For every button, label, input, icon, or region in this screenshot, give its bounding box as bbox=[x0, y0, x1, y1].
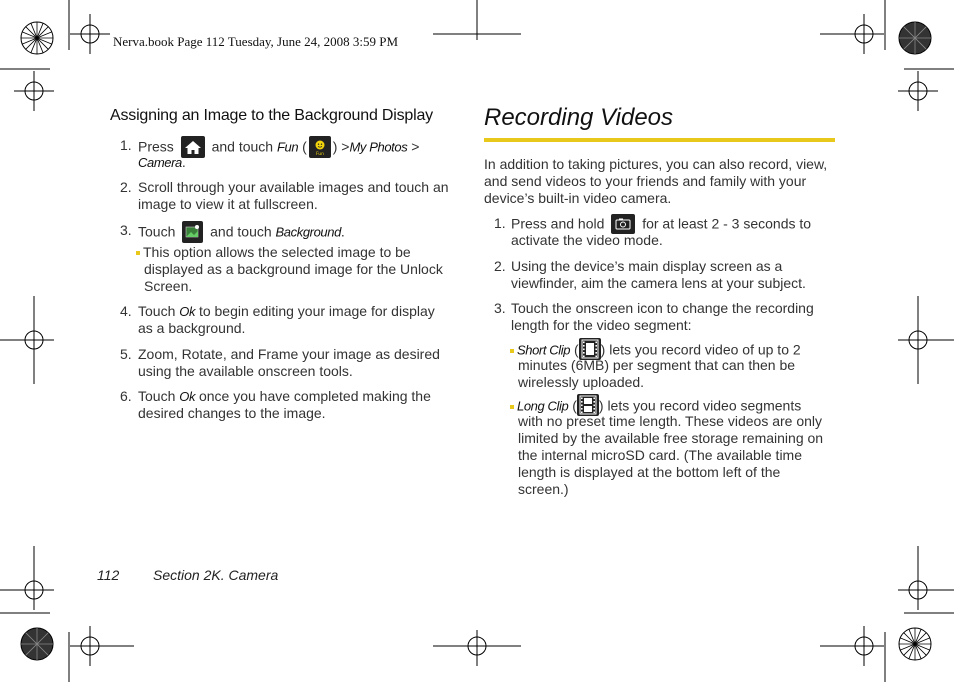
bullet-icon bbox=[510, 349, 514, 353]
left-step-3-bullet: This option allows the selected image to be bbox=[136, 244, 411, 261]
page-number: 112 bbox=[97, 567, 120, 583]
section-heading: Assigning an Image to the Background Display bbox=[110, 107, 433, 124]
starburst-top-right bbox=[899, 22, 931, 54]
fun-smiley-icon bbox=[309, 136, 331, 158]
long-clip-item: Long Clip ( ) lets you record video segments with no preset time length. These videos are only limited by the available free storage remaining on the internal microSD card. (The available time length is displayed at the bottom left of the screen.) bbox=[510, 396, 850, 418]
intro-paragraph: In addition to taking pictures, you can also record, view, and send videos to your friends and family with your device’s built-in video camera. bbox=[484, 156, 828, 206]
section-footer: Section 2K. Camera bbox=[153, 567, 279, 583]
set-as-background-icon bbox=[182, 221, 203, 243]
starburst-bottom-left bbox=[21, 628, 53, 660]
fun-caption: Fun bbox=[315, 152, 324, 157]
step-number: 1. bbox=[120, 137, 132, 153]
starburst-bottom-right bbox=[899, 628, 931, 660]
target-top-left bbox=[70, 14, 110, 54]
bullet-icon bbox=[136, 251, 140, 255]
section-title: Recording Videos bbox=[484, 104, 674, 131]
camera-key-icon bbox=[611, 214, 635, 234]
bullet-icon bbox=[510, 405, 514, 409]
short-clip-item: Short Clip ( ) lets you record video of up to 2 minutes (6MB) per segment that can then be wirelessly uploaded. bbox=[510, 340, 850, 362]
title-underline bbox=[484, 138, 835, 142]
page-header: Nerva.book Page 112 Tuesday, June 24, 2008 3:59 PM bbox=[113, 34, 399, 49]
starburst-top-left bbox=[21, 22, 53, 54]
